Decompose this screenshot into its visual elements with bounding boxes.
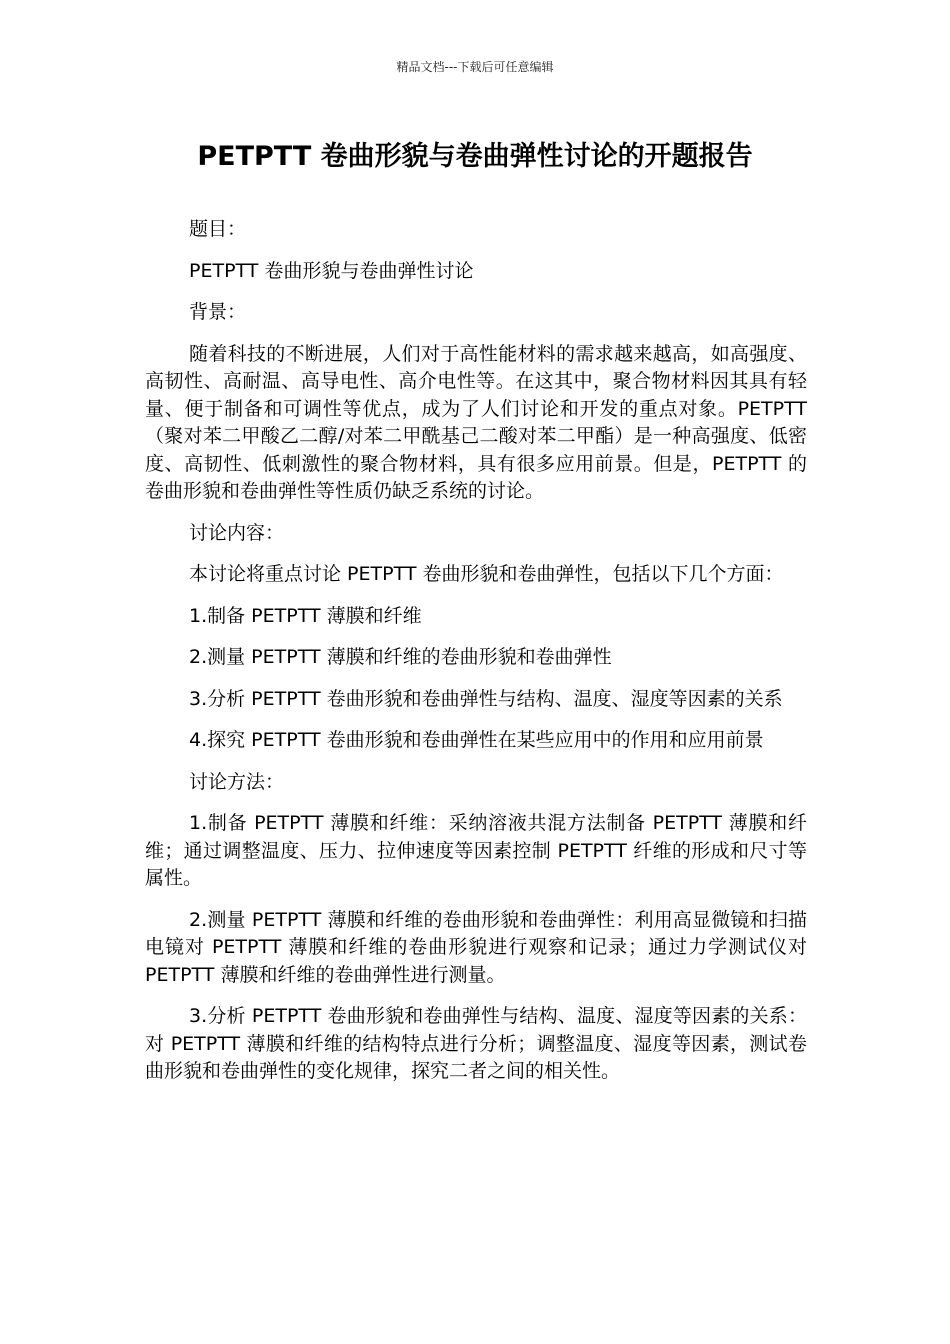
paragraph-content-intro: 本讨论将重点讨论 PETPTT 卷曲形貌和卷曲弹性，包括以下几个方面：: [189, 563, 784, 585]
paragraph-content-item-3: 3.分析 PETPTT 卷曲形貌和卷曲弹性与结构、温度、湿度等因素的关系: [189, 687, 783, 710]
page-header-note: 精品文档---下载后可任意编辑: [396, 60, 554, 74]
paragraph-method-3: 3.分析 PETPTT 卷曲形貌和卷曲弹性与结构、温度、湿度等因素的关系：对 PETPTT 薄膜和纤维的结构特点进行分析；调整温度、湿度等因素，测试卷曲形貌和卷曲弹性的变化规律，探究二者之间的相关性。: [145, 1005, 807, 1082]
paragraph-topic: PETPTT 卷曲形貌与卷曲弹性讨论: [189, 259, 474, 282]
paragraph-content-item-2: 2.测量 PETPTT 薄膜和纤维的卷曲形貌和卷曲弹性: [189, 646, 612, 668]
paragraph-method-heading: 讨论方法：: [189, 770, 285, 793]
paragraph-background-heading: 背景：: [189, 301, 247, 323]
paragraph-background: 随着科技的不断进展，人们对于高性能材料的需求越来越高，如高强度、高韧性、高耐温、高导电性、高介电性等。在这其中，聚合物材料因其具有轻量、便于制备和可调性等优点，成为了人们讨论和开发的重点对象。PETPTT（聚对苯二甲酸乙二醇/对苯二甲酰基己二酸对苯二甲酯）是一种高强度、低密度、高韧性、低刺激性的聚合物材料，具有很多应用前景。但是，PETPTT 的卷曲形貌和卷曲弹性等性质仍缺乏系统的讨论。: [145, 342, 807, 502]
document-title: PETPTT 卷曲形貌与卷曲弹性讨论的开题报告: [197, 141, 753, 172]
paragraph-method-1: 1.制备 PETPTT 薄膜和纤维：采纳溶液共混方法制备 PETPTT 薄膜和纤维；通过调整温度、压力、拉伸速度等因素控制 PETPTT 纤维的形成和尺寸等属性。: [145, 812, 807, 889]
paragraph-content-item-4: 4.探究 PETPTT 卷曲形貌和卷曲弹性在某些应用中的作用和应用前景: [189, 729, 764, 751]
paragraph-content-item-1: 1.制备 PETPTT 薄膜和纤维: [189, 604, 422, 627]
paragraph-topic-heading: 题目：: [189, 218, 247, 240]
paragraph-method-2: 2.测量 PETPTT 薄膜和纤维的卷曲形貌和卷曲弹性：利用高显微镜和扫描电镜对 PETPTT 薄膜和纤维的卷曲形貌进行观察和记录；通过力学测试仪对 PETPTT 薄膜和纤维的卷曲弹性进行测量。: [145, 908, 807, 986]
paragraph-content-heading: 讨论内容：: [189, 521, 285, 544]
document-body: [145, 216, 807, 1100]
